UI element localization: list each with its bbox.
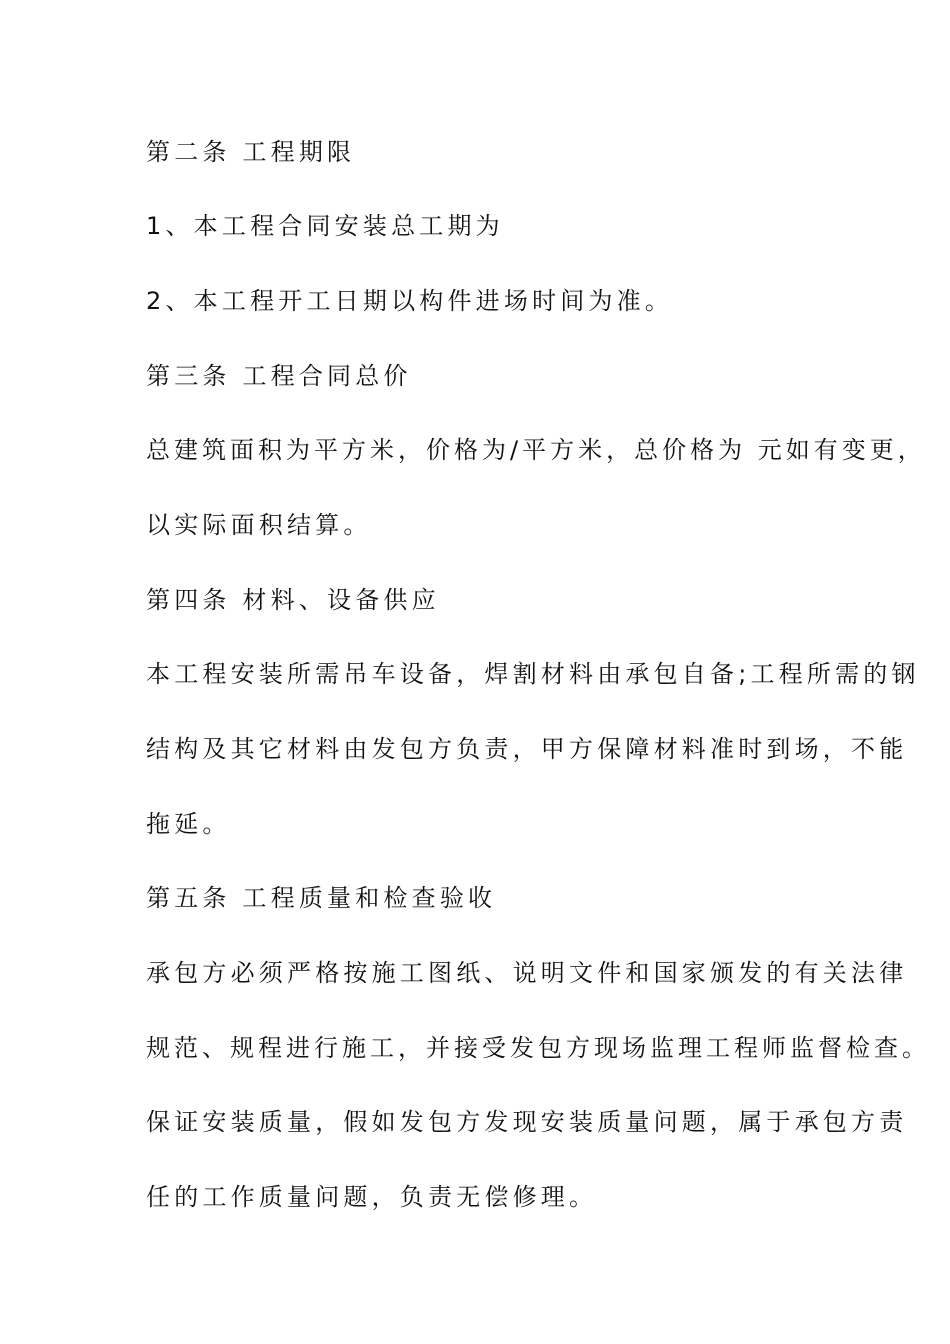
article-5-paragraph-line-4: 任的工作质量问题，负责无偿修理。	[146, 1183, 598, 1211]
article-4-paragraph-line-1: 本工程安装所需吊车设备，焊割材料由承包自备;工程所需的钢	[146, 660, 920, 688]
article-4-paragraph-line-3: 拖延。	[146, 810, 231, 838]
article-2-heading: 第二条 工程期限	[146, 138, 356, 166]
article-4-heading: 第四条 材料、设备供应	[146, 586, 440, 614]
article-5-paragraph-line-3: 保证安装质量，假如发包方发现安装质量问题，属于承包方责	[146, 1108, 908, 1136]
article-5-paragraph-line-1: 承包方必须严格按施工图纸、说明文件和国家颁发的有关法律	[146, 959, 908, 987]
article-5-paragraph-line-2: 规范、规程进行施工，并接受发包方现场监理工程师监督检查。	[146, 1034, 930, 1062]
article-3-heading: 第三条 工程合同总价	[146, 362, 412, 390]
article-3-paragraph-line-1: 总建筑面积为平方米，价格为/平方米，总价格为 元如有变更，	[146, 436, 926, 464]
article-4-paragraph-line-2: 结构及其它材料由发包方负责，甲方保障材料准时到场，不能	[146, 735, 908, 763]
article-3-paragraph-line-2: 以实际面积结算。	[146, 511, 372, 539]
article-2-item-1: 1、本工程合同安装总工期为	[146, 212, 504, 240]
article-5-heading: 第五条 工程质量和检查验收	[146, 884, 497, 912]
article-2-item-2: 2、本工程开工日期以构件进场时间为准。	[146, 287, 674, 315]
